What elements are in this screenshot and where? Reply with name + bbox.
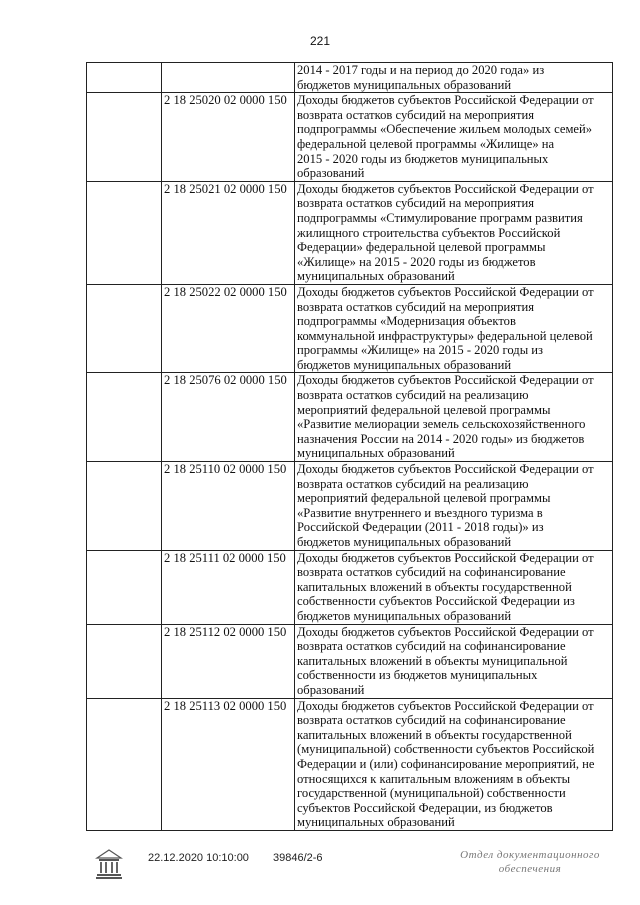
page-footer — [0, 848, 640, 888]
description-cell — [295, 181, 613, 284]
empty-cell — [87, 63, 162, 93]
stamp-line-2: обеспечения — [498, 863, 562, 875]
description-cell — [295, 462, 613, 551]
description-text: 2014 - 2017 годы и на период до 2020 года» из бюджетов муниципальных образований — [297, 63, 545, 92]
budget-classification-table — [86, 62, 613, 831]
code-cell: 2 18 25022 02 0000 150 — [162, 284, 295, 373]
description-text: Доходы бюджетов субъектов Российской Федерации от возврата остатков субсидий на софинансирование капитальных вложений в объекты государственной (муниципальной) собственности субъектов Российской Федерации и (или) софинансирование мероприятий, не относящихся к капитальным вложениям в объекты государственной (муниципальной) собственности субъектов Российской Федерации, из бюджетов муниципальных образований — [297, 698, 595, 830]
code-cell: 2 18 25111 02 0000 150 — [162, 550, 295, 624]
code-cell: 2 18 25112 02 0000 150 — [162, 624, 295, 698]
table-row — [87, 63, 613, 93]
table-row — [87, 93, 613, 182]
code-cell: 2 18 25113 02 0000 150 — [162, 698, 295, 830]
description-cell — [295, 550, 613, 624]
code-cell: 2 18 25110 02 0000 150 — [162, 462, 295, 551]
table-row — [87, 181, 613, 284]
empty-cell — [87, 462, 162, 551]
empty-cell — [87, 624, 162, 698]
description-text: Доходы бюджетов субъектов Российской Федерации от возврата остатков субсидий на софинансирование капитальных вложений в объекты государственной собственности субъектов Российской Федерации из бюджетов муниципальных образований — [297, 550, 594, 623]
empty-cell — [87, 698, 162, 830]
empty-cell — [87, 550, 162, 624]
description-text: Доходы бюджетов субъектов Российской Федерации от возврата остатков субсидий на мероприятия подпрограммы «Стимулирование программ развития жилищного строительства субъектов Российской Федерации» федеральной целевой программы «Жилище» на 2015 - 2020 годы из бюджетов муниципальных образований — [297, 181, 594, 284]
footer-document-code: 39846/2-6 — [273, 852, 323, 864]
empty-cell — [87, 93, 162, 182]
department-stamp — [440, 848, 620, 876]
code-cell: 2 18 25020 02 0000 150 — [162, 93, 295, 182]
description-cell — [295, 284, 613, 373]
table-row — [87, 624, 613, 698]
description-cell — [295, 624, 613, 698]
table-row — [87, 284, 613, 373]
description-text: Доходы бюджетов субъектов Российской Федерации от возврата остатков субсидий на мероприятия подпрограммы «Модернизация объектов коммунальной инфраструктуры» федеральной целевой программы «Жилище» на 2015 - 2020 годы из бюджетов муниципальных образований — [297, 284, 594, 372]
empty-cell — [87, 181, 162, 284]
empty-cell — [87, 373, 162, 462]
page-number: 221 — [309, 34, 331, 48]
table-row — [87, 373, 613, 462]
description-cell — [295, 373, 613, 462]
description-text: Доходы бюджетов субъектов Российской Федерации от возврата остатков субсидий на реализацию мероприятий федеральной целевой программы «Развитие мелиорации земель сельскохозяйственного назначения России на 2014 - 2020 годы» из бюджетов муниципальных образований — [297, 373, 594, 461]
footer-datetime: 22.12.2020 10:10:00 — [148, 852, 249, 864]
description-cell — [295, 93, 613, 182]
table-row — [87, 462, 613, 551]
description-cell — [295, 63, 613, 93]
description-cell — [295, 698, 613, 830]
stamp-line-1: Отдел документационного — [460, 849, 600, 861]
table-row — [87, 550, 613, 624]
building-emblem-icon — [94, 848, 124, 882]
empty-cell — [87, 284, 162, 373]
code-cell: 2 18 25021 02 0000 150 — [162, 181, 295, 284]
description-text: Доходы бюджетов субъектов Российской Федерации от возврата остатков субсидий на софинансирование капитальных вложений в объекты муниципальной собственности из бюджетов муниципальных образований — [297, 624, 594, 697]
table-row — [87, 698, 613, 830]
description-text: Доходы бюджетов субъектов Российской Федерации от возврата остатков субсидий на реализацию мероприятий федеральной целевой программы «Развитие внутреннего и въездного туризма в Российской Федерации (2011 - 2018 годы)» из бюджетов муниципальных образований — [297, 462, 594, 549]
description-text: Доходы бюджетов субъектов Российской Федерации от возврата остатков субсидий на мероприятия подпрограммы «Обеспечение жильем молодых семей» федеральной целевой программы «Жилище» на 2015 - 2020 годы из бюджетов муниципальных образований — [297, 93, 594, 181]
code-cell — [162, 63, 295, 93]
code-cell: 2 18 25076 02 0000 150 — [162, 373, 295, 462]
